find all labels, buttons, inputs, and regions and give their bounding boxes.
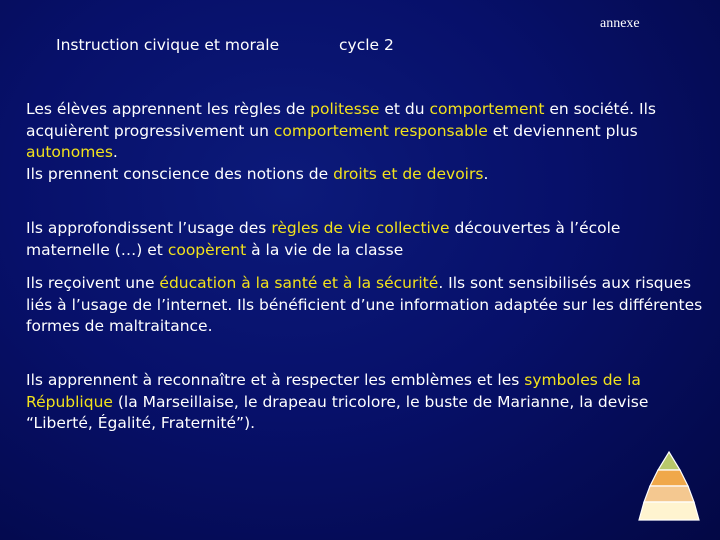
paragraph-sante-securite: [26, 273, 706, 338]
text-segment: et deviennent plus: [487, 121, 638, 140]
highlighted-term: règles de vie collective: [271, 219, 450, 237]
text-segment: découvertes à l’école maternelle (…) et: [26, 219, 621, 259]
text-segment: Les élèves apprennent les règles de: [26, 100, 311, 118]
paragraph-politesse: [26, 99, 706, 185]
pyramid-tier-4: [639, 502, 699, 520]
cycle-label: cycle 2: [339, 36, 394, 54]
text-segment: Ils prennent conscience des notions de: [26, 164, 334, 183]
text-segment: à la vie de la classe: [246, 240, 404, 259]
header: [56, 36, 394, 54]
text-segment: .: [112, 143, 118, 161]
highlighted-term: droits et de devoirs: [333, 164, 484, 183]
highlighted-term: symboles de la République: [26, 371, 641, 411]
highlighted-term: comportement responsable: [273, 121, 488, 140]
highlighted-term: politesse: [310, 100, 380, 118]
highlighted-term: autonomes: [26, 143, 113, 161]
text-segment: . Ils sont sensibilisés aux risques liés à l’usage de l’internet. Ils bénéficient d’une information adaptée sur les différentes formes de maltraitance.: [26, 274, 703, 335]
paragraph-symboles-republique: [26, 370, 706, 435]
pyramid-icon: [638, 450, 700, 522]
pyramid-tier-2: [650, 470, 688, 486]
highlighted-term: coopèrent: [167, 240, 247, 259]
pyramid-tier-3: [644, 486, 694, 502]
highlighted-term: éducation à la santé et à la sécurité: [159, 274, 439, 292]
text-segment: et du: [379, 100, 430, 118]
text-segment: Ils approfondissent l’usage des: [26, 219, 272, 237]
highlighted-term: comportement: [429, 100, 545, 118]
text-segment: en société. Ils acquièrent progressivement un: [26, 100, 656, 140]
text-segment: (la Marseillaise, le drapeau tricolore, le buste de Marianne, la devise “Liberté, Égalité, Fraternité”).: [26, 392, 649, 432]
annexe-label: annexe: [600, 16, 640, 31]
text-segment: .: [483, 164, 489, 183]
text-segment: Ils apprennent à reconnaître et à respecter les emblèmes et les: [26, 371, 525, 389]
subject-title: Instruction civique et morale: [56, 36, 280, 54]
paragraph-vie-collective: [26, 218, 706, 261]
pyramid-tier-1: [658, 452, 680, 470]
text-segment: Ils reçoivent une: [26, 274, 160, 292]
